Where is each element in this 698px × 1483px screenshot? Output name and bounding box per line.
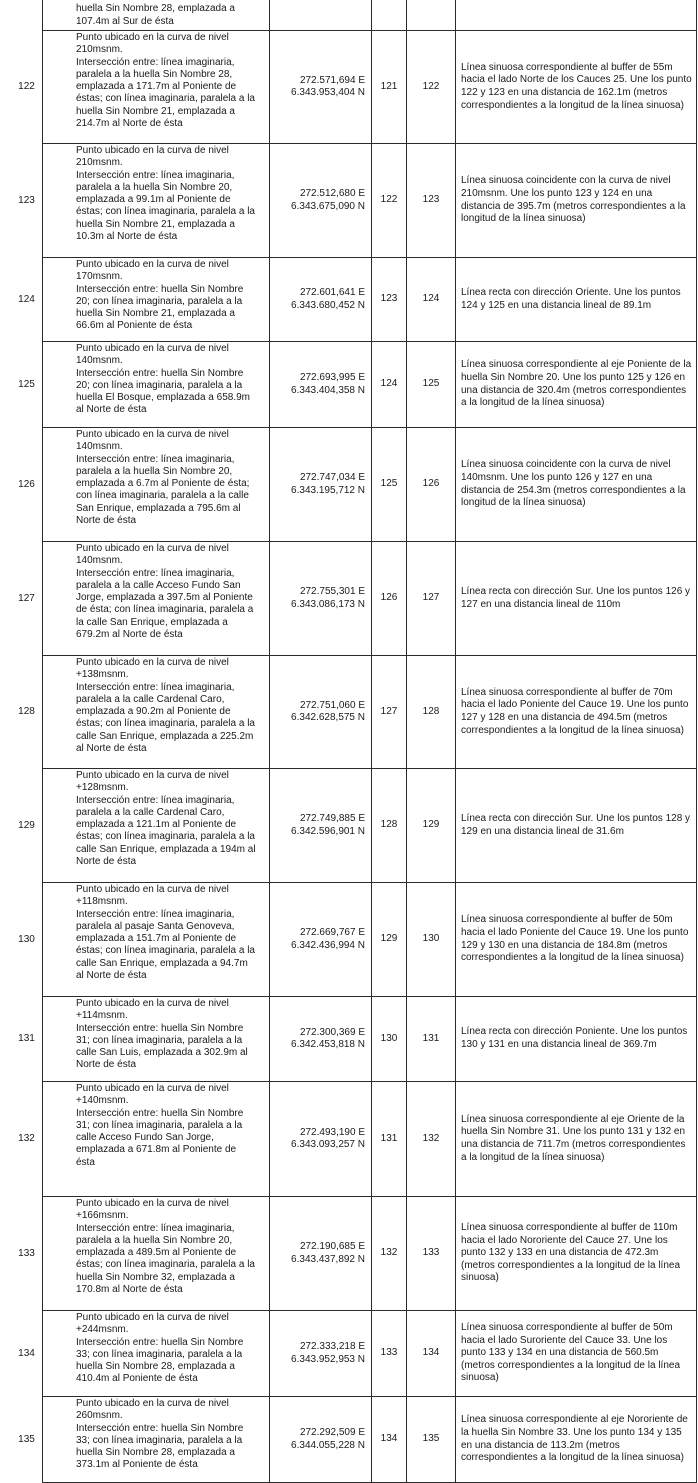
coordinates-cell: 272.751,060 E 6.342.628,575 N bbox=[270, 656, 372, 769]
from-point-cell: 122 bbox=[372, 144, 407, 258]
table-row bbox=[43, 1082, 697, 1197]
coordinates-cell: 272.749,885 E 6.342.596,901 N bbox=[270, 769, 372, 883]
coordinates-cell bbox=[270, 0, 372, 31]
coordinates-cell: 272.300,369 E 6.342.453,818 N bbox=[270, 997, 372, 1082]
segment-description: Línea sinuosa correspondiente al buffer de 55m hacia el lado Norte de los Cauces 25. Une los punto 122 y 123 en una distancia de 162.1m (metros correspondientes a la longitud de la línea sinuosa) bbox=[456, 31, 697, 144]
column-divider bbox=[42, 1197, 43, 1310]
table-row-partial bbox=[43, 0, 697, 31]
point-description-text: Punto ubicado en la curva de nivel 210msnm. Intersección entre: línea imaginaria, paralela a la huella Sin Nombre 28, emplazada a 171.7m al Poniente de éstas; con línea imaginaria, paralela a la huella Sin Nombre 21, emplazada a 214.7m al Norte de ésta bbox=[76, 32, 255, 130]
coordinates-cell: 272.693,995 E 6.343.404,358 N bbox=[270, 342, 372, 428]
point-description bbox=[18, 1197, 270, 1311]
table-row bbox=[43, 997, 697, 1082]
point-number: 128 bbox=[18, 705, 35, 717]
point-description bbox=[18, 31, 270, 144]
table-row bbox=[43, 342, 697, 428]
segment-description: Línea recta con dirección Poniente. Une los puntos 130 y 131 en una distancia lineal de 369.7m bbox=[456, 997, 697, 1082]
from-point-cell: 126 bbox=[372, 542, 407, 656]
table-row bbox=[43, 542, 697, 656]
coordinates-cell: 272.669,767 E 6.342.436,994 N bbox=[270, 883, 372, 997]
point-description bbox=[18, 883, 270, 997]
segment-description: Línea sinuosa coincidente con la curva de nivel 210msnm. Une los punto 123 y 124 en una distancia de 395.7m (metros correspondientes a la longitud de la línea sinuosa) bbox=[456, 144, 697, 258]
from-point-cell: 124 bbox=[372, 342, 407, 428]
segment-description: Línea sinuosa correspondiente al eje Oriente de la huella Sin Nombre 31. Une los punto 131 y 132 en una distancia de 711.7m (metros correspondientes a la longitud de la línea sinuosa) bbox=[456, 1082, 697, 1197]
point-description-text: Punto ubicado en la curva de nivel 140msnm. Intersección entre: línea imaginaria, paralela a la calle Acceso Fundo San Jorge, emplazada a 397.5m al Poniente de ésta; con línea imaginaria, paralela a la calle San Enrique, emplazada a 679.2m al Norte de ésta bbox=[76, 543, 254, 641]
point-description bbox=[18, 144, 270, 258]
column-divider bbox=[42, 883, 43, 996]
segment-description: Línea sinuosa coincidente con la curva de nivel 140msnm. Une los punto 126 y 127 en una distancia de 254.3m (metros correspondientes a la longitud de la línea sinuosa) bbox=[456, 428, 697, 542]
point-number: 125 bbox=[18, 378, 35, 390]
point-number: 130 bbox=[18, 933, 35, 945]
point-description bbox=[43, 0, 270, 31]
point-number: 127 bbox=[18, 592, 35, 604]
point-number: 126 bbox=[18, 478, 35, 490]
point-description-text: Punto ubicado en la curva de nivel +118msnm. Intersección entre: línea imaginaria, paralela al pasaje Santa Genoveva, emplazada a 151.7m al Poniente de éstas; con línea imaginaria, paralela a la calle San Enrique, emplazada a 94.7m al Norte de ésta bbox=[76, 884, 255, 982]
document-page bbox=[18, 0, 696, 1483]
point-description-text: Punto ubicado en la curva de nivel +166msnm. Intersección entre: línea imaginaria, paralela a la huella Sin Nombre 20, emplazada a 489.5m al Poniente de éstas; con línea imaginaria, paralela a la huella Sin Nombre 32, emplazada a 170.8m al Norte de ésta bbox=[76, 1198, 255, 1296]
point-number: 131 bbox=[18, 1032, 35, 1044]
to-point-cell: 134 bbox=[407, 1311, 456, 1397]
column-divider bbox=[42, 1082, 43, 1196]
from-point-cell: 130 bbox=[372, 997, 407, 1082]
point-number: 124 bbox=[18, 293, 35, 305]
point-description bbox=[18, 258, 270, 342]
segment-description: Línea recta con dirección Sur. Une los puntos 126 y 127 en una distancia lineal de 110m bbox=[456, 542, 697, 656]
point-number: 123 bbox=[18, 194, 35, 206]
column-divider bbox=[42, 542, 43, 655]
column-divider bbox=[42, 258, 43, 341]
coordinates-cell: 272.333,218 E 6.343.952,953 N bbox=[270, 1311, 372, 1397]
segment-description: Línea recta con dirección Sur. Une los puntos 128 y 129 en una distancia lineal de 31.6m bbox=[456, 769, 697, 883]
segment-description: Línea sinuosa correspondiente al buffer de 50m hacia el lado Suroriente del Cauce 33. Une los punto 133 y 134 en una distancia de 560.5m (metros correspondientes a la longitud de la línea sinuosa) bbox=[456, 1311, 697, 1397]
point-number: 132 bbox=[18, 1132, 35, 1144]
from-point-cell: 128 bbox=[372, 769, 407, 883]
from-point-cell: 121 bbox=[372, 31, 407, 144]
from-point-cell: 131 bbox=[372, 1082, 407, 1197]
point-description-text: huella Sin Nombre 28, emplazada a 107.4m al Sur de ésta bbox=[76, 3, 235, 27]
point-number: 135 bbox=[18, 1433, 35, 1445]
from-point-cell: 134 bbox=[372, 1397, 407, 1483]
point-description-text: Punto ubicado en la curva de nivel 210msnm. Intersección entre: línea imaginaria, paralela a la huella Sin Nombre 20, emplazada a 99.1m al Poniente de éstas; con línea imaginaria, paralela a la huella Sin Nombre 21, emplazada a 10.3m al Norte de ésta bbox=[76, 145, 255, 243]
point-description-text: Punto ubicado en la curva de nivel 140msnm. Intersección entre: huella Sin Nombre 20; con línea imaginaria, paralela a la huella El Bosque, emplazada a 658.9m al Norte de ésta bbox=[76, 343, 251, 416]
from-point-cell: 132 bbox=[372, 1197, 407, 1311]
point-number: 134 bbox=[18, 1347, 35, 1359]
table-body bbox=[18, 0, 697, 1483]
segment-description bbox=[456, 0, 697, 31]
point-description-text: Punto ubicado en la curva de nivel 260msnm. Intersección entre: huella Sin Nombre 33; con línea imaginaria, paralela a la huella Sin Nombre 28, emplazada a 373.1m al Poniente de ésta bbox=[76, 1398, 244, 1471]
point-description bbox=[18, 656, 270, 769]
to-point-cell: 132 bbox=[407, 1082, 456, 1197]
table-row bbox=[43, 769, 697, 883]
segment-description: Línea recta con dirección Oriente. Une los puntos 124 y 125 en una distancia lineal de 89.1m bbox=[456, 258, 697, 342]
coordinates-cell: 272.755,301 E 6.343.086,173 N bbox=[270, 542, 372, 656]
to-point-cell bbox=[407, 0, 456, 31]
segment-description: Línea sinuosa correspondiente al eje Nororiente de la huella Sin Nombre 33. Une los punto 134 y 135 en una distancia de 113.2m (metros correspondientes a la longitud de la línea sinuosa) bbox=[456, 1397, 697, 1483]
point-description-text: Punto ubicado en la curva de nivel 140msnm. Intersección entre: línea imaginaria, paralela a la huella Sin Nombre 20, emplazada a 6.7m al Poniente de ésta; con línea imaginaria, paralela a la calle San Enrique, emplazada a 795.6m al Norte de ésta bbox=[76, 429, 250, 527]
coordinates-cell: 272.601,641 E 6.343.680,452 N bbox=[270, 258, 372, 342]
column-divider bbox=[42, 342, 43, 427]
to-point-cell: 135 bbox=[407, 1397, 456, 1483]
point-description-text: Punto ubicado en la curva de nivel 170msnm. Intersección entre: huella Sin Nombre 20; con línea imaginaria, paralela a la huella Sin Nombre 21, emplazada a 66.6m al Poniente de ésta bbox=[76, 259, 244, 332]
column-divider bbox=[42, 144, 43, 257]
to-point-cell: 123 bbox=[407, 144, 456, 258]
column-divider bbox=[42, 997, 43, 1081]
column-divider bbox=[42, 31, 43, 143]
point-description bbox=[18, 769, 270, 883]
point-number: 129 bbox=[18, 819, 35, 831]
table-row bbox=[43, 1311, 697, 1397]
coordinates-cell: 272.512,680 E 6.343.675,090 N bbox=[270, 144, 372, 258]
table-row bbox=[43, 258, 697, 342]
segment-description: Línea sinuosa correspondiente al eje Poniente de la huella Sin Nombre 20. Une los punto 125 y 126 en una distancia de 320.4m (metros correspondientes a la longitud de la línea sinuosa) bbox=[456, 342, 697, 428]
column-divider bbox=[42, 769, 43, 882]
to-point-cell: 124 bbox=[407, 258, 456, 342]
point-description bbox=[18, 542, 270, 656]
point-description-text: Punto ubicado en la curva de nivel +138msnm. Intersección entre: línea imaginaria, paralela a la calle Cardenal Caro, emplazada a 90.2m al Poniente de éstas; con línea imaginaria, paralela a la calle San Enrique, emplazada a 225.2m al Norte de ésta bbox=[76, 657, 255, 755]
segment-description: Línea sinuosa correspondiente al buffer de 70m hacia el lado Poniente del Cauce 19. Une los punto 127 y 128 en una distancia de 494.5m (metros correspondientes a la longitud de la línea sinuosa) bbox=[456, 656, 697, 769]
from-point-cell: 127 bbox=[372, 656, 407, 769]
point-description bbox=[18, 1082, 270, 1197]
column-divider bbox=[42, 428, 43, 541]
table-row bbox=[43, 1397, 697, 1483]
coordinates-cell: 272.190,685 E 6.343.437,892 N bbox=[270, 1197, 372, 1311]
point-description-text: Punto ubicado en la curva de nivel +140msnm. Intersección entre: huella Sin Nombre 31; con línea imaginaria, paralela a la calle Acceso Fundo San Jorge, emplazada a 671.8m al Poniente de ésta bbox=[76, 1083, 244, 1168]
segment-description: Línea sinuosa correspondiente al buffer de 110m hacia el lado Nororiente del Cauce 27. Une los punto 132 y 133 en una distancia de 472.3m (metros correspondientes a la longitud de la línea sinuosa) bbox=[456, 1197, 697, 1311]
column-divider bbox=[42, 1397, 43, 1482]
to-point-cell: 130 bbox=[407, 883, 456, 997]
point-description bbox=[18, 997, 270, 1082]
from-point-cell: 129 bbox=[372, 883, 407, 997]
boundary-points-table bbox=[18, 0, 697, 1483]
point-description-text: Punto ubicado en la curva de nivel +244msnm. Intersección entre: huella Sin Nombre 33; con línea imaginaria, paralela a la huella Sin Nombre 28, emplazada a 410.4m al Poniente de ésta bbox=[76, 1312, 244, 1385]
table-row bbox=[43, 428, 697, 542]
table-row bbox=[43, 31, 697, 144]
coordinates-cell: 272.292,509 E 6.344.055,228 N bbox=[270, 1397, 372, 1483]
column-divider bbox=[42, 1311, 43, 1396]
coordinates-cell: 272.571,694 E 6.343.953,404 N bbox=[270, 31, 372, 144]
table-row bbox=[43, 656, 697, 769]
to-point-cell: 128 bbox=[407, 656, 456, 769]
to-point-cell: 126 bbox=[407, 428, 456, 542]
from-point-cell: 125 bbox=[372, 428, 407, 542]
point-description bbox=[18, 1397, 270, 1483]
to-point-cell: 125 bbox=[407, 342, 456, 428]
point-description bbox=[18, 1311, 270, 1397]
from-point-cell bbox=[372, 0, 407, 31]
point-description-text: Punto ubicado en la curva de nivel +128msnm. Intersección entre: línea imaginaria, paralela a la calle Cardenal Caro, emplazada a 121.1m al Poniente de éstas; con línea imaginaria, paralela a la calle San Enrique, emplazada a 194m al Norte de ésta bbox=[76, 770, 256, 868]
to-point-cell: 122 bbox=[407, 31, 456, 144]
table-row bbox=[43, 144, 697, 258]
point-description-text: Punto ubicado en la curva de nivel +114msnm. Intersección entre: huella Sin Nombre 31; con línea imaginaria, paralela a la calle San Luis, emplazada a 302.9m al Norte de ésta bbox=[76, 998, 248, 1071]
segment-description: Línea sinuosa correspondiente al buffer de 50m hacia el lado Poniente del Cauce 19. Une los punto 129 y 130 en una distancia de 184.8m (metros correspondientes a la longitud de la línea sinuosa) bbox=[456, 883, 697, 997]
point-number: 122 bbox=[18, 80, 35, 92]
point-description bbox=[18, 342, 270, 428]
from-point-cell: 133 bbox=[372, 1311, 407, 1397]
column-divider bbox=[42, 656, 43, 768]
from-point-cell: 123 bbox=[372, 258, 407, 342]
to-point-cell: 127 bbox=[407, 542, 456, 656]
coordinates-cell: 272.747,034 E 6.343.195,712 N bbox=[270, 428, 372, 542]
to-point-cell: 129 bbox=[407, 769, 456, 883]
point-number: 133 bbox=[18, 1247, 35, 1259]
table-row bbox=[43, 883, 697, 997]
table-row bbox=[43, 1197, 697, 1311]
to-point-cell: 133 bbox=[407, 1197, 456, 1311]
coordinates-cell: 272.493,190 E 6.343.093,257 N bbox=[270, 1082, 372, 1197]
to-point-cell: 131 bbox=[407, 997, 456, 1082]
point-description bbox=[18, 428, 270, 542]
